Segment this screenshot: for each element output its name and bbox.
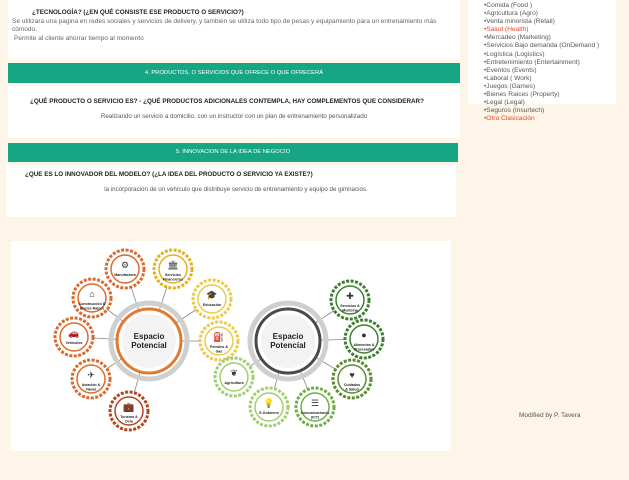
section-5-question: ¿QUE ES LO INNOVADOR DEL MODELO? (¿LA IDEA DEL PRODUCTO O SERVICIO YA EXISTE?) [25, 171, 313, 178]
technology-question: ¿TECNOLOGÍA? (¿EN QUÉ CONSISTE ESE PRODUCTO O SERVICIO?) [32, 9, 244, 16]
category-item: •Otra Clasicación [484, 115, 535, 123]
left-node-label: Aviación & Naval [81, 383, 101, 392]
category-item: •Venta minorista (Retail) [484, 18, 555, 26]
section-4-answer: Realizando un servicio a domicilio, con un instructor con un plan de entrenamiento personalizado [100, 113, 368, 120]
signal-icon: ☰ [310, 398, 320, 408]
graduation-cap-icon: 🎓 [206, 290, 218, 300]
right-node-label: Servicios & Medicina [340, 304, 360, 313]
potential-space-diagram [11, 241, 451, 451]
medical-case-icon: ✚ [346, 291, 354, 301]
section-5-answer: la incorporación de un vehículo que distribuye servicio de entrenamiento y equipo de gimnacios. [104, 186, 368, 193]
bank-icon: 🏛 [167, 260, 179, 270]
section-4-panel [8, 86, 460, 138]
apple-icon: ● [361, 330, 367, 340]
credit-text: Modified by P. Tavera [519, 412, 581, 419]
gears-icon: ⚙ [120, 260, 130, 270]
category-item: •Salud (Health) [484, 26, 529, 34]
category-item: •Laboral ( Work) [484, 74, 532, 82]
category-item: •Seguros (Insurtech) [484, 107, 545, 115]
left-node-label: Servicios Financieros [162, 273, 184, 282]
right-node-label: Alimentos & Procesados [353, 343, 375, 352]
hub-right [250, 303, 326, 379]
right-node-label: E-Gobierno [259, 411, 279, 415]
technology-line-1: Se utilizara una pagina en redes sociales y servicios de delivery, y también se utiliza todo tipo de pesas y equipamiento para un entrenamiento más [12, 18, 437, 25]
technology-line-2: cómodo. [12, 26, 37, 33]
left-node-label: Educación [202, 303, 222, 307]
heart-icon: ♥ [349, 370, 355, 380]
category-list [484, 2, 599, 123]
left-node-label: Construcción & Bienes Raíces [78, 302, 106, 311]
category-item: •Entretenimiento (Entertainment) [484, 58, 580, 66]
section-5-header: 5. INNOVACION DE LA IDEA DE NEGOCIO [8, 143, 458, 162]
hub-left [111, 303, 187, 379]
right-node-label: Agricultura [224, 381, 244, 385]
technology-line-3: Permite al cliente ahorrar tiempo al momento [14, 35, 144, 42]
category-item: •Logística (Logistics) [484, 50, 545, 58]
technology-panel [8, 0, 460, 60]
house-icon: ⌂ [89, 289, 95, 299]
left-node-label: Vehículos [65, 341, 83, 345]
category-item: •Agricultura (Agro) [484, 10, 538, 18]
right-node-label: Cuidados & Salud [343, 383, 361, 392]
left-node-label: Petróleo & Gas [210, 345, 228, 354]
oil-pump-icon: ⛽ [213, 332, 225, 342]
diagram-panel [11, 241, 451, 451]
bulb-icon: 💡 [263, 398, 275, 408]
car-icon: 🚗 [68, 328, 80, 338]
category-item: •Legal (Legal) [484, 99, 525, 107]
plane-icon: ✈ [87, 370, 95, 380]
hub-left-label: Espacio Potencial [131, 332, 167, 350]
category-item: •Mercadeo (Marketing) [484, 34, 551, 42]
section-5-panel [6, 165, 456, 217]
suitcase-icon: 💼 [123, 402, 135, 412]
category-item: •Juegos (Games) [484, 82, 536, 90]
right-node-label: Comunicaciones (ICT) [300, 411, 330, 420]
section-4-header: 4. PRODUCTOS, O SERVICIOS QUE OFRECE O QUE OFRECERÁ [8, 63, 460, 83]
hub-right-label: Espacio Potencial [270, 332, 306, 350]
category-item: •Servicios Bajo demanda (OnDemand ) [484, 42, 600, 50]
section-4-question: ¿QUÉ PRODUCTO O SERVICIO ES? - ¿QUÉ PRODUCTOS ADICIONALES CONTEMPLA, HAY COMPLEMENTOS QUE CONSIDERAR? [30, 98, 424, 105]
category-item: •Eventos (Events) [484, 66, 537, 74]
left-node-label: Turismo & Ocio [120, 415, 138, 424]
category-item: •Bienes Raices (Property) [484, 91, 560, 99]
left-node-label: Manufactura [114, 273, 136, 277]
plant-icon: ❦ [230, 368, 238, 378]
category-item: •Comida (Food ) [484, 2, 533, 9]
